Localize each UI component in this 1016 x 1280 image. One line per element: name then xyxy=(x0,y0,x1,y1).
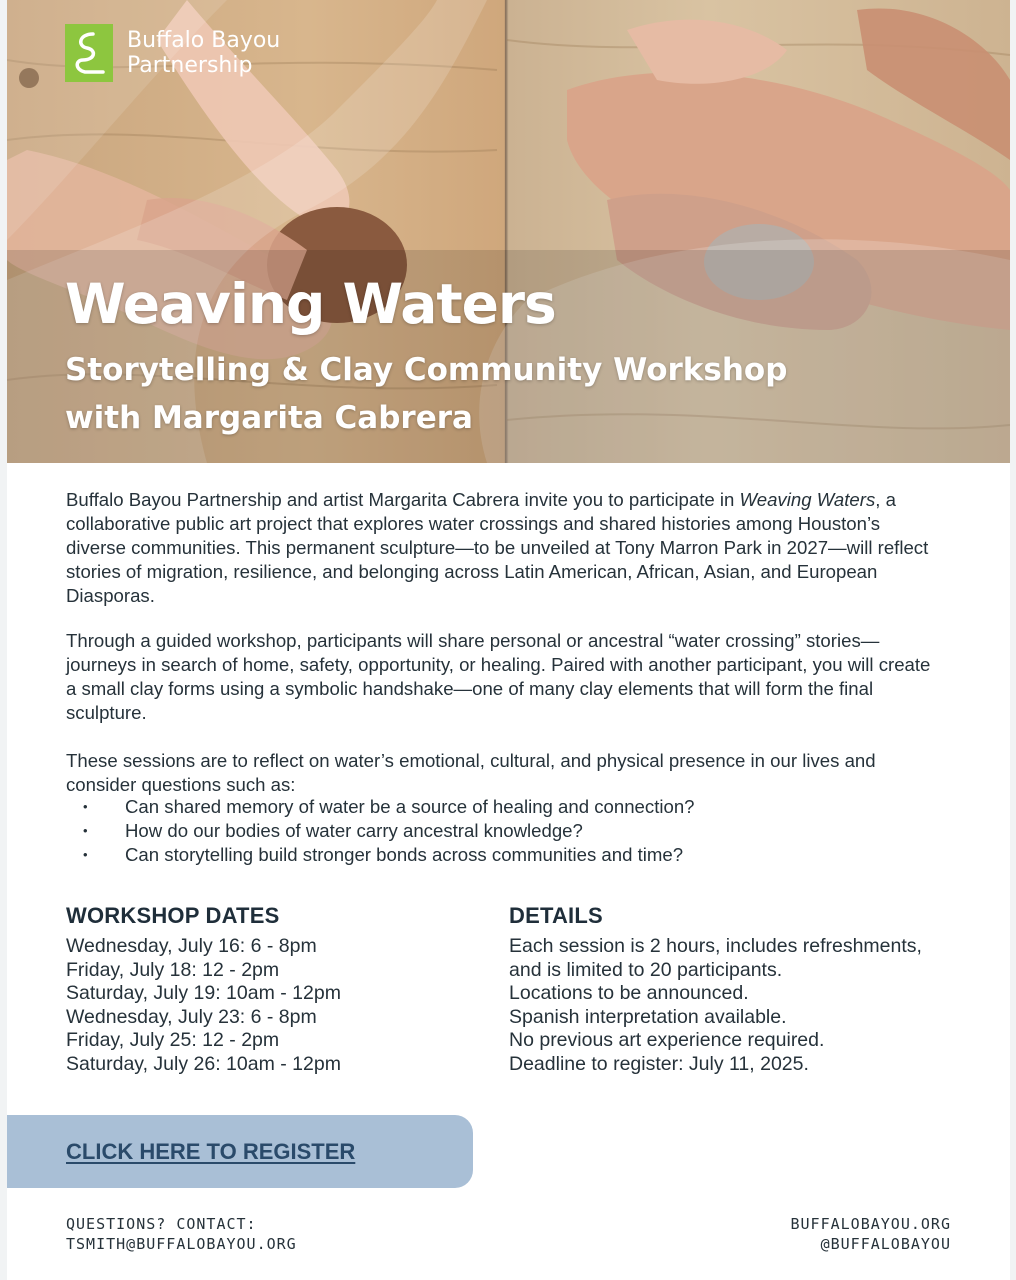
list-item: • Can shared memory of water be a source of healing and connection? xyxy=(66,795,936,819)
list-item: Spanish interpretation available. xyxy=(509,1005,787,1028)
logo-line2: Partnership xyxy=(127,53,253,78)
brand-logo[interactable] xyxy=(65,24,280,82)
list-item: Saturday, July 26: 10am - 12pm xyxy=(66,1052,341,1075)
list-item: • Can storytelling build stronger bonds across communities and time? xyxy=(66,843,936,867)
page-edge-left xyxy=(0,0,7,1280)
register-link[interactable]: CLICK HERE TO REGISTER xyxy=(66,1139,356,1164)
list-item: Friday, July 25: 12 - 2pm xyxy=(66,1029,280,1052)
website-link[interactable]: BUFFALOBAYOU.ORG xyxy=(790,1215,951,1233)
intro-paragraph-3: These sessions are to reflect on water’s emotional, cultural, and physical presence in our lives and consider questions such as: xyxy=(66,750,876,795)
page-edge-right xyxy=(1010,0,1016,1280)
list-item: Saturday, July 19: 10am - 12pm xyxy=(66,982,341,1005)
workshop-dates-list xyxy=(66,935,341,1077)
hero-banner xyxy=(7,0,1010,463)
project-name: Weaving Waters xyxy=(739,489,876,510)
questions-list xyxy=(66,795,936,867)
contact-email-link[interactable]: TSMITH@BUFFALOBAYOU.ORG xyxy=(66,1235,297,1253)
list-item: Wednesday, July 23: 6 - 8pm xyxy=(66,1005,317,1028)
workshop-dates-heading: WORKSHOP DATES xyxy=(66,903,280,928)
list-item: Locations to be announced. xyxy=(509,982,749,1005)
social-handle-link[interactable]: @BUFFALOBAYOU xyxy=(820,1235,951,1253)
list-item: No previous art experience required. xyxy=(509,1029,825,1052)
register-banner xyxy=(7,1115,473,1188)
footer-contact xyxy=(66,1214,297,1254)
footer-links xyxy=(791,1214,952,1254)
list-item: Each session is 2 hours, includes refreshments, xyxy=(509,935,922,957)
page-title: Weaving Waters xyxy=(65,272,556,336)
intro-paragraph-1: Buffalo Bayou Partnership and artist Margarita Cabrera invite you to participate in Weaving Waters, a collaborative public art project that explores water crossings and shared histories among Houston’s diverse communities. This permanent sculpture—to be unveiled at Tony Marron Park in 2027—will reflect stories of migration, resilience, and belonging across Latin American, African, Asian, and European Diasporas. xyxy=(66,489,929,606)
details-heading: DETAILS xyxy=(509,903,603,928)
list-item: Friday, July 18: 12 - 2pm xyxy=(66,958,280,981)
subtitle-line2: with Margarita Cabrera xyxy=(65,400,473,436)
list-item: and is limited to 20 participants. xyxy=(509,958,783,981)
intro-paragraph-2: Through a guided workshop, participants will share personal or ancestral “water crossing” stories—journeys in search of home, safety, opportunity, or healing. Paired with another participant, you will create a small clay forms using a symbolic handshake—one of many clay elements that will form the final sculpture. xyxy=(66,630,931,723)
details-list xyxy=(509,935,922,1077)
logo-line1: Buffalo Bayou xyxy=(127,28,281,53)
list-item: • How do our bodies of water carry ancestral knowledge? xyxy=(66,819,936,843)
list-item: Wednesday, July 16: 6 - 8pm xyxy=(66,935,317,957)
contact-label: QUESTIONS? CONTACT: xyxy=(66,1215,257,1233)
page-subtitle xyxy=(65,346,787,442)
list-item: Deadline to register: July 11, 2025. xyxy=(509,1052,809,1075)
subtitle-line1: Storytelling & Clay Community Workshop xyxy=(65,352,788,388)
bayou-logo-icon xyxy=(65,24,113,82)
